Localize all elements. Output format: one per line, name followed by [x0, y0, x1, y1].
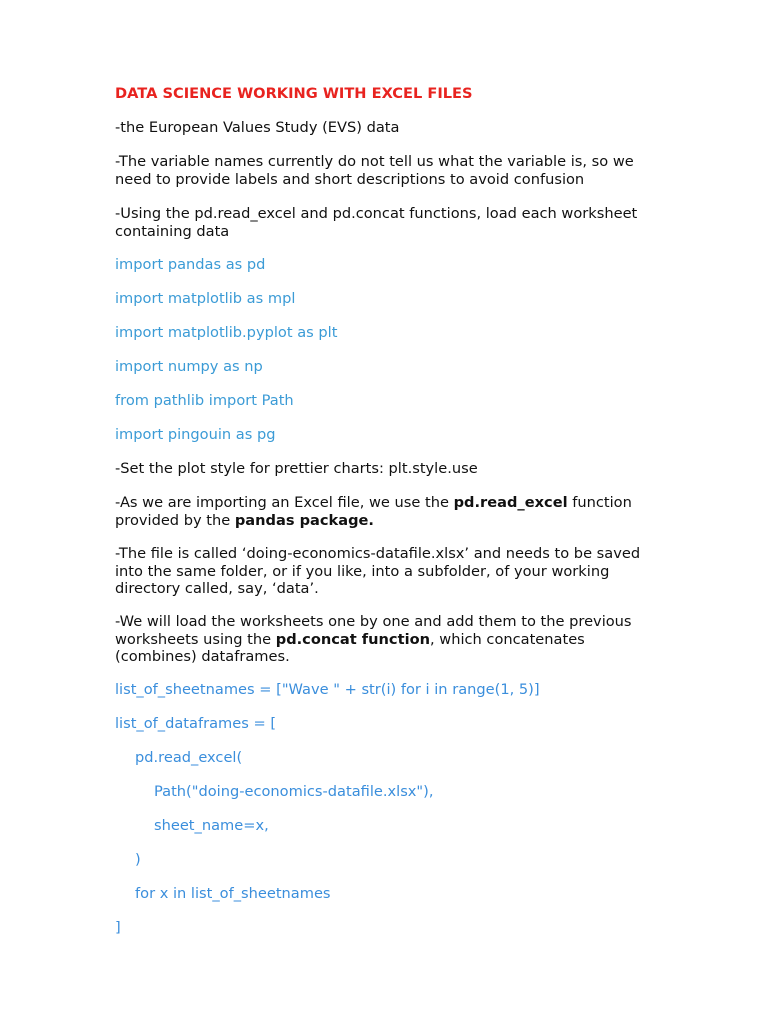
paragraph-file	[115, 545, 705, 598]
text-run: -As we are importing an Excel file, we use the	[115, 494, 454, 511]
text-run: , which concatenates	[429, 630, 585, 648]
code-list-of-sheetnames: list_of_sheetnames = ["Wave " + str(i) for i in range(1, 5)]	[115, 681, 540, 698]
paragraph-plot-style: -Set the plot style for prettier charts: plt.style.use	[115, 460, 478, 477]
code-read-excel: pd.read_excel(	[135, 749, 243, 766]
code-import-pingouin: import pingouin as pg	[115, 426, 276, 443]
paragraph-read-excel	[115, 494, 705, 529]
bold-text: pandas package.	[234, 511, 374, 529]
paragraph-variable-names	[115, 153, 705, 188]
code-close-paren: )	[135, 851, 141, 868]
text-run: provided by the	[115, 511, 235, 529]
paragraph-line: into the same folder, or if you like, into a subfolder, of your working	[115, 562, 610, 580]
bold-text: pd.concat function	[275, 630, 430, 648]
bold-text: pd.read_excel	[453, 494, 568, 511]
paragraph-load-worksheets	[115, 205, 705, 240]
code-close-bracket: ]	[115, 919, 121, 936]
code-import-pandas: import pandas as pd	[115, 256, 266, 273]
code-import-pathlib: from pathlib import Path	[115, 392, 294, 409]
document-page	[115, 0, 705, 1024]
paragraph-line: -The file is called ‘doing-economics-datafile.xlsx’ and needs to be saved	[115, 545, 641, 562]
code-sheet-name: sheet_name=x,	[154, 817, 269, 834]
paragraph-line: containing data	[115, 222, 230, 240]
text-run: function	[567, 494, 632, 511]
text-run: worksheets using the	[115, 630, 276, 648]
document-title: DATA SCIENCE WORKING WITH EXCEL FILES	[115, 85, 473, 102]
code-list-of-dataframes: list_of_dataframes = [	[115, 715, 277, 732]
code-for-loop: for x in list_of_sheetnames	[135, 885, 331, 902]
paragraph-line: (combines) dataframes.	[115, 648, 290, 665]
paragraph-line: -Using the pd.read_excel and pd.concat functions, load each worksheet	[115, 205, 638, 222]
paragraph-line	[115, 494, 705, 512]
paragraph-line	[115, 631, 705, 649]
code-import-matplotlib: import matplotlib as mpl	[115, 290, 296, 307]
paragraph-line: -The variable names currently do not tell us what the variable is, so we	[115, 153, 634, 170]
code-import-numpy: import numpy as np	[115, 358, 263, 375]
code-import-pyplot: import matplotlib.pyplot as plt	[115, 324, 338, 341]
code-path: Path("doing-economics-datafile.xlsx"),	[154, 783, 434, 800]
paragraph-line	[115, 512, 705, 530]
paragraph-evs: -the European Values Study (EVS) data	[115, 119, 400, 136]
paragraph-line: need to provide labels and short descriptions to avoid confusion	[115, 170, 585, 188]
paragraph-concat	[115, 613, 705, 666]
paragraph-line: directory called, say, ‘data’.	[115, 580, 319, 597]
paragraph-line: -We will load the worksheets one by one and add them to the previous	[115, 613, 632, 630]
